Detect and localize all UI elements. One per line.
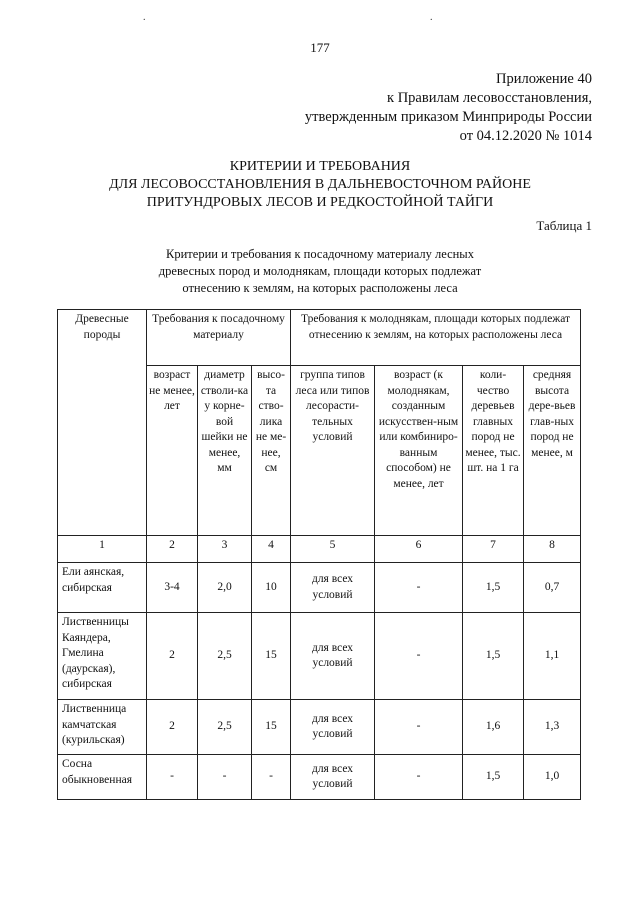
value-cell: 15 xyxy=(252,700,291,755)
value-cell: 2,0 xyxy=(198,563,252,613)
value-cell: для всех условий xyxy=(291,563,375,613)
species-cell: Лиственницы Каяндера, Гмелина (даурская), сибирская xyxy=(58,613,147,700)
column-number: 1 xyxy=(58,536,147,563)
document-title xyxy=(0,158,640,212)
value-cell: 1,5 xyxy=(463,563,524,613)
table-row xyxy=(58,700,581,755)
header-young-stands: Требования к молоднякам, площади которых подлежат отнесению к землям, на которых расположены леса xyxy=(291,310,581,366)
subheader-young-age: возраст (к молоднякам, созданным искусствен-ным или комбиниро-ванным способом) не менее, лет xyxy=(375,366,463,536)
title-line: КРИТЕРИИ И ТРЕБОВАНИЯ xyxy=(229,159,411,174)
species-cell: Ели аянская, сибирская xyxy=(58,563,147,613)
appendix-line: от 04.12.2020 № 1014 xyxy=(459,128,592,144)
appendix-line: утвержденным приказом Минприроды России xyxy=(304,109,592,125)
value-cell: 1,0 xyxy=(524,755,581,800)
subheader-diameter: диаметр стволи-ка у корне-вой шейки не менее, мм xyxy=(198,366,252,536)
subheader-age: возраст не менее, лет xyxy=(147,366,198,536)
value-cell: 2,5 xyxy=(198,613,252,700)
value-cell: - xyxy=(147,755,198,800)
value-cell: 1,5 xyxy=(463,755,524,800)
table-caption xyxy=(0,246,640,297)
table-row xyxy=(58,755,581,800)
subheader-height: высо-та ство-лика не ме-нее, см xyxy=(252,366,291,536)
table-label: Таблица 1 xyxy=(536,218,592,233)
value-cell: 1,1 xyxy=(524,613,581,700)
value-cell: - xyxy=(252,755,291,800)
value-cell: для всех условий xyxy=(291,755,375,800)
title-line: ПРИТУНДРОВЫХ ЛЕСОВ И РЕДКОСТОЙНОЙ ТАЙГИ xyxy=(146,195,494,210)
table-header-row xyxy=(58,310,581,366)
caption-line: отнесению к землям, на которых расположены леса xyxy=(182,281,458,295)
value-cell: 1,3 xyxy=(524,700,581,755)
value-cell: - xyxy=(375,755,463,800)
value-cell: для всех условий xyxy=(291,613,375,700)
page-number: 177 xyxy=(310,40,330,55)
scan-mark: . xyxy=(430,12,433,23)
column-number: 8 xyxy=(524,536,581,563)
subheader-forest-type: группа типов леса или типов лесорасти-тельных условий xyxy=(291,366,375,536)
value-cell: - xyxy=(198,755,252,800)
caption-line: Критерии и требования к посадочному материалу лесных xyxy=(166,247,474,261)
header-planting-material: Требования к посадочному материалу xyxy=(147,310,291,366)
scan-mark: . xyxy=(143,12,146,23)
appendix-block xyxy=(305,70,592,146)
value-cell: 0,7 xyxy=(524,563,581,613)
value-cell: 1,5 xyxy=(463,613,524,700)
value-cell: 3-4 xyxy=(147,563,198,613)
column-number-row xyxy=(58,536,581,563)
subheader-tree-count: коли-чество деревьев главных пород не менее, тыс. шт. на 1 га xyxy=(463,366,524,536)
value-cell: 1,6 xyxy=(463,700,524,755)
table-row xyxy=(58,563,581,613)
column-number: 5 xyxy=(291,536,375,563)
value-cell: 2 xyxy=(147,613,198,700)
value-cell: - xyxy=(375,563,463,613)
column-number: 3 xyxy=(198,536,252,563)
appendix-line: к Правилам лесовосстановления, xyxy=(387,90,592,106)
value-cell: 15 xyxy=(252,613,291,700)
column-number: 6 xyxy=(375,536,463,563)
value-cell: 10 xyxy=(252,563,291,613)
header-species: Древесные породы xyxy=(58,310,147,536)
table-row xyxy=(58,613,581,700)
value-cell: 2,5 xyxy=(198,700,252,755)
value-cell: - xyxy=(375,613,463,700)
value-cell: для всех условий xyxy=(291,700,375,755)
value-cell: - xyxy=(375,700,463,755)
column-number: 2 xyxy=(147,536,198,563)
subheader-avg-height: средняя высота дере-вьев глав-ных пород не менее, м xyxy=(524,366,581,536)
title-line: ДЛЯ ЛЕСОВОССТАНОВЛЕНИЯ В ДАЛЬНЕВОСТОЧНОМ РАЙОНЕ xyxy=(109,177,531,192)
caption-line: древесных пород и молоднякам, площади которых подлежат xyxy=(158,264,482,278)
species-cell: Лиственница камчатская (курильская) xyxy=(58,700,147,755)
criteria-table xyxy=(57,309,581,800)
column-number: 4 xyxy=(252,536,291,563)
species-cell: Сосна обыкновенная xyxy=(58,755,147,800)
column-number: 7 xyxy=(463,536,524,563)
value-cell: 2 xyxy=(147,700,198,755)
appendix-line: Приложение 40 xyxy=(496,71,592,87)
